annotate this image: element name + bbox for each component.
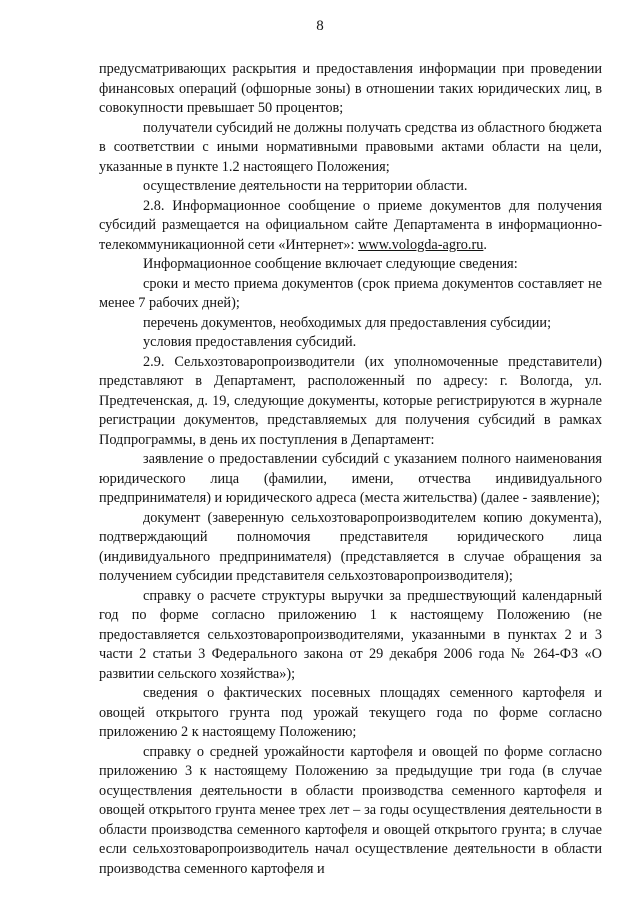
paragraph-conditions: условия предоставления субсидий. <box>143 334 357 350</box>
paragraph-activity-territory: осуществление деятельности на территории области. <box>143 178 468 194</box>
paragraph-info-contents: Информационное сообщение включает следующие сведения: <box>143 256 518 272</box>
paragraph-yield-certificate: справку о средней урожайности картофеля и овощей по форме согласно приложению 3 к настоящему Положению за предыдущие три года (в случае осуществления деятельности в области производства семенного картофеля и овощей открытого грунта менее трех лет – за годы осуществления деятельности в области производства семенного картофеля и овощей открытого грунта; в случае если сельхозтоваропроизводитель начал осуществление деятельности в области производства семенного картофеля и <box>99 743 602 877</box>
department-website-link[interactable]: www.vologda-agro.ru <box>358 236 484 253</box>
paragraph-offshore-zones: предусматривающих раскрытия и предоставления информации при проведении финансовых операций (офшорные зоны) в отношении таких юридических лиц, в совокупности превышает 50 процентов; <box>99 61 602 116</box>
paragraph-budget-funds: получатели субсидий не должны получать средства из областного бюджета в соответствии с иными нормативными правовыми актами области на цели, указанные в пункте 1.2 настоящего Положения; <box>99 119 602 175</box>
paragraph-authority-document: документ (заверенную сельхозтоваропроизводителем копию документа), подтверждающий полномочия представителя юридического лица (индивидуального предпринимателя) (представляется в случае обращения за получением субсидии представителя сельхозтоваропроизводителя); <box>99 509 602 584</box>
paragraph-sowing-areas: сведения о фактических посевных площадях семенного картофеля и овощей открытого грунта под урожай текущего года по форме согласно приложению 2 к настоящему Положению; <box>99 685 602 740</box>
paragraph-2-8-text: 2.8. Информационное сообщение о приеме документов для получения субсидий размещается на официальном сайте Департамента в информационно-телекоммуникационной сети «Интернет»: <box>99 197 602 253</box>
paragraph-application: заявление о предоставлении субсидий с указанием полного наименования юридического лица (фамилии, имени, отчества индивидуального предпринимателя) и юридического адреса (места жительства) (далее - заявление); <box>99 451 602 506</box>
paragraph-document-list: перечень документов, необходимых для предоставления субсидии; <box>143 314 552 331</box>
paragraph-2-9-producers: 2.9. Сельхозтоваропроизводители (их уполномоченные представители) представляют в Департамент, расположенный по адресу: г. Вологда, ул. Предтеченская, д. 19, следующие документы, которые регистрируются в журнале регистрации документов, представляемых для получения субсидий в рамках Подпрограммы, в день их поступления в Департамент: <box>99 353 602 448</box>
paragraph-2-8-tail: . <box>483 236 487 253</box>
document-body <box>99 60 602 879</box>
paragraph-revenue-certificate: справку о расчете структуры выручки за предшествующий календарный год по форме согласно приложению 1 к настоящему Положению (не предоставляется сельхозтоваропроизводителями, указанными в пунктах 2 и 3 части 2 статьи 3 Федерального закона от 29 декабря 2006 года № 264-ФЗ «О развитии сельского хозяйства»); <box>99 587 602 682</box>
page-number: 8 <box>316 18 324 34</box>
paragraph-2-8-info-message <box>99 197 602 256</box>
paragraph-deadlines: сроки и место приема документов (срок приема документов составляет не менее 7 рабочих дней); <box>99 275 602 311</box>
